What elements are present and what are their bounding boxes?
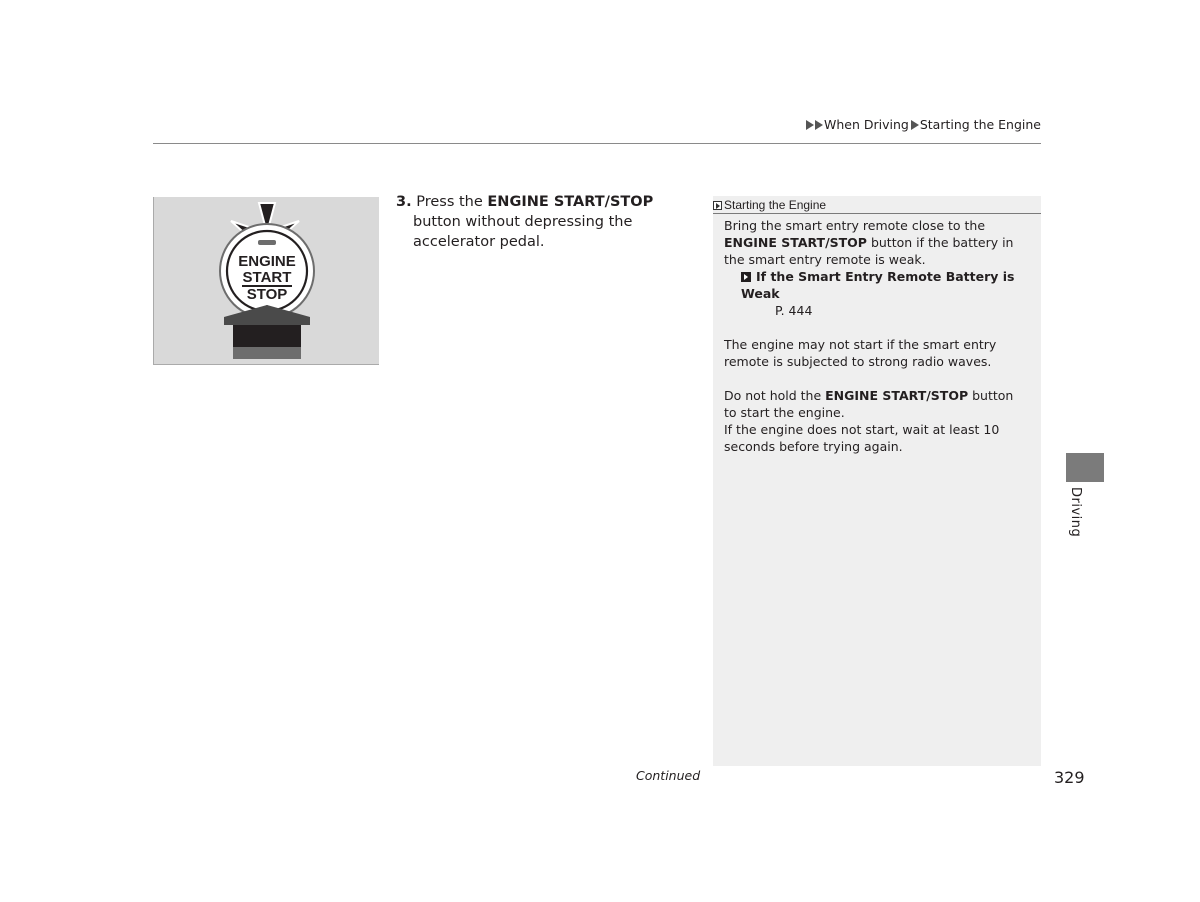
text: Bring the smart entry remote close to the <box>724 218 986 233</box>
engine-start-button-illustration <box>153 197 379 365</box>
sidebar-title <box>713 196 1041 214</box>
chapter-tab-label[interactable]: Driving <box>1068 487 1083 538</box>
step-text-after: button without depressing the accelerator pedal. <box>413 214 633 250</box>
section-marker-icon <box>713 201 722 210</box>
header-divider <box>153 143 1041 144</box>
sidebar-paragraph-4: If the engine does not start, wait at least 10 seconds before trying again. <box>724 422 1000 454</box>
figure-text-stop: STOP <box>246 286 288 303</box>
reference-title[interactable]: If the Smart Entry Remote Battery is Weak <box>741 269 1015 301</box>
step-number: 3. <box>396 194 412 210</box>
sidebar-title-text: Starting the Engine <box>724 198 827 212</box>
sidebar-body <box>713 214 1041 455</box>
step-button-name: ENGINE START/STOP <box>487 194 654 210</box>
breadcrumb-arrow-icon <box>815 120 823 130</box>
sidebar-notes <box>713 196 1041 766</box>
breadcrumb-arrow-icon <box>806 120 814 130</box>
text: Do not hold the <box>724 388 826 403</box>
text: button if the battery in the smart entry remote is weak. <box>724 235 1014 267</box>
sidebar-paragraph-2: The engine may not start if the smart entry remote is subjected to strong radio waves. <box>724 337 997 369</box>
breadcrumb-arrow-icon <box>911 120 919 130</box>
breadcrumb <box>806 117 1041 132</box>
breadcrumb-item-when-driving[interactable]: When Driving <box>823 117 909 132</box>
cross-reference[interactable] <box>724 268 1029 319</box>
bold-text: ENGINE START/STOP <box>724 235 867 250</box>
figure-text-engine: ENGINE <box>238 253 296 270</box>
sidebar-paragraph-1 <box>724 217 1029 268</box>
chapter-tab[interactable] <box>1066 453 1104 482</box>
sidebar-paragraph-3 <box>724 387 1029 421</box>
text: button to start the engine. <box>724 388 1014 420</box>
step-3-text <box>396 192 696 252</box>
page-number: 329 <box>1054 768 1085 787</box>
figure-text-start: START <box>242 269 292 286</box>
step-text-before: Press the <box>416 194 488 210</box>
reference-page[interactable]: P. 444 <box>775 303 813 318</box>
breadcrumb-item-starting-engine[interactable]: Starting the Engine <box>919 117 1041 132</box>
bold-text: ENGINE START/STOP <box>825 388 969 403</box>
continued-note: Continued <box>636 768 701 783</box>
step-3 <box>396 192 696 252</box>
engine-start-stop-icon <box>154 197 379 365</box>
reference-arrow-icon <box>741 272 751 282</box>
